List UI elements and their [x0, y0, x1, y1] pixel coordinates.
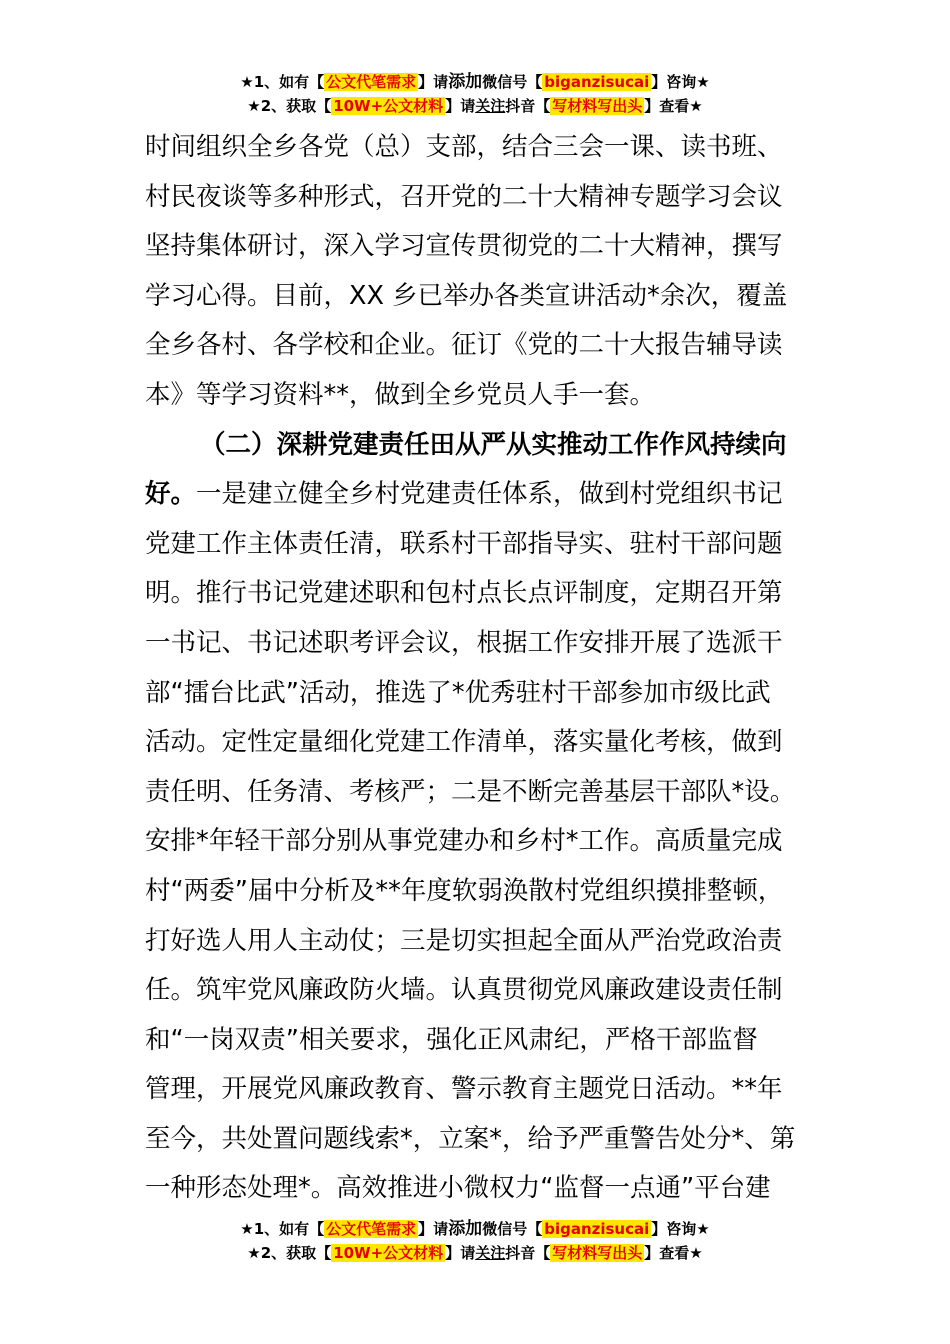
banner-text: 】查看★: [644, 1244, 703, 1262]
banner-line-1: [0, 70, 950, 94]
body-line: 一种形态处理*。高效推进小微权力“监督一点通”平台建: [145, 1173, 771, 1204]
banner-highlight: biganzisucai: [544, 73, 650, 91]
body-line: 时间组织全乡各党（总）支部，结合三会一课、读书班、: [145, 132, 783, 162]
banner-emphasis: 关注: [475, 97, 506, 115]
section-heading: （二）深耕党建责任田从严从实推动工作作风持续向: [200, 429, 787, 460]
body-line: 任。筑牢党风廉政防火墙。认真贯彻党风廉政建设责任制: [145, 975, 783, 1006]
body-line: 安排*年轻干部分别从事党建办和乡村*工作。高质量完成: [145, 826, 783, 857]
banner-highlight: 10W+公文材料: [333, 97, 444, 115]
body-line: [145, 470, 835, 520]
banner-line-2: [0, 94, 950, 118]
body-line: 学习心得。目前，XX 乡已举办各类宣讲活动*余次，覆盖: [145, 280, 788, 311]
body-line: 打好选人用人主动仗；三是切实担起全面从严治党政治责: [145, 925, 783, 956]
banner-highlight: 写材料写出头: [552, 1244, 643, 1262]
banner-text: 微信号【: [482, 1220, 543, 1238]
banner-emphasis: 添加: [448, 72, 483, 92]
banner-text: 抖音【: [505, 1244, 551, 1262]
body-line: 本》等学习资料**，做到全乡党员人手一套。: [145, 379, 656, 410]
section-heading-end: 好。: [145, 479, 197, 510]
footer-banner: [0, 1217, 950, 1265]
banner-highlight: 写材料写出头: [552, 97, 643, 115]
body-line: 明。推行书记党建述职和包村点长点评制度，定期召开第: [145, 578, 783, 609]
body-line: 管理，开展党风廉政教育、警示教育主题党日活动。**年: [145, 1074, 783, 1105]
body-line: 部“擂台比武”活动，推选了*优秀驻村干部参加市级比武: [145, 677, 771, 708]
body-line: 和“一岗双责”相关要求，强化正风肃纪，严格干部监督: [145, 1024, 758, 1055]
body-line: 一书记、书记述职考评会议，根据工作安排开展了选派干: [145, 627, 783, 658]
header-banner: [0, 70, 950, 118]
banner-text: 微信号【: [482, 73, 543, 91]
banner-text: 抖音【: [505, 97, 551, 115]
banner-text: ★1、如有【: [240, 73, 325, 91]
body-line: 至今，共处置问题线索*，立案*，给予严重警告处分*、第: [145, 1123, 796, 1154]
banner-text: 】请: [418, 73, 449, 91]
body-line: 责任明、任务清、考核严；二是不断完善基层干部队*设。: [145, 776, 796, 807]
banner-emphasis: 关注: [475, 1244, 506, 1262]
body-line: 村“两委”届中分析及**年度软弱涣散村党组织摸排整顿，: [145, 875, 784, 906]
body-line: 坚持集体研讨，深入学习宣传贯彻党的二十大精神，撰写: [145, 231, 783, 262]
banner-text: 】咨询★: [651, 1220, 710, 1238]
body-line: 活动。定性定量细化党建工作清单，落实量化考核，做到: [145, 727, 783, 758]
body-line: 党建工作主体责任清，联系村干部指导实、驻村干部问题: [145, 528, 783, 559]
banner-line-2: [0, 1241, 950, 1265]
banner-highlight: 10W+公文材料: [333, 1244, 444, 1262]
banner-text: 】咨询★: [651, 73, 710, 91]
banner-highlight: biganzisucai: [544, 1220, 650, 1238]
banner-line-1: [0, 1217, 950, 1241]
banner-text: ★1、如有【: [240, 1220, 325, 1238]
banner-text: 】查看★: [644, 97, 703, 115]
banner-highlight: 公文代笔需求: [326, 73, 417, 91]
banner-text: 】请: [445, 97, 476, 115]
body-text: 一是建立健全乡村党建责任体系，做到村党组织书记: [196, 479, 783, 510]
banner-highlight: 公文代笔需求: [326, 1220, 417, 1238]
banner-text: ★2、获取【: [247, 97, 332, 115]
body-line: 全乡各村、各学校和企业。征订《党的二十大报告辅导读: [145, 330, 783, 361]
body-line: 村民夜谈等多种形式，召开党的二十大精神专题学习会议: [145, 181, 783, 212]
banner-emphasis: 添加: [448, 1219, 483, 1239]
banner-text: ★2、获取【: [247, 1244, 332, 1262]
banner-text: 】请: [418, 1220, 449, 1238]
banner-text: 】请: [445, 1244, 476, 1262]
document-body: [145, 123, 835, 1214]
